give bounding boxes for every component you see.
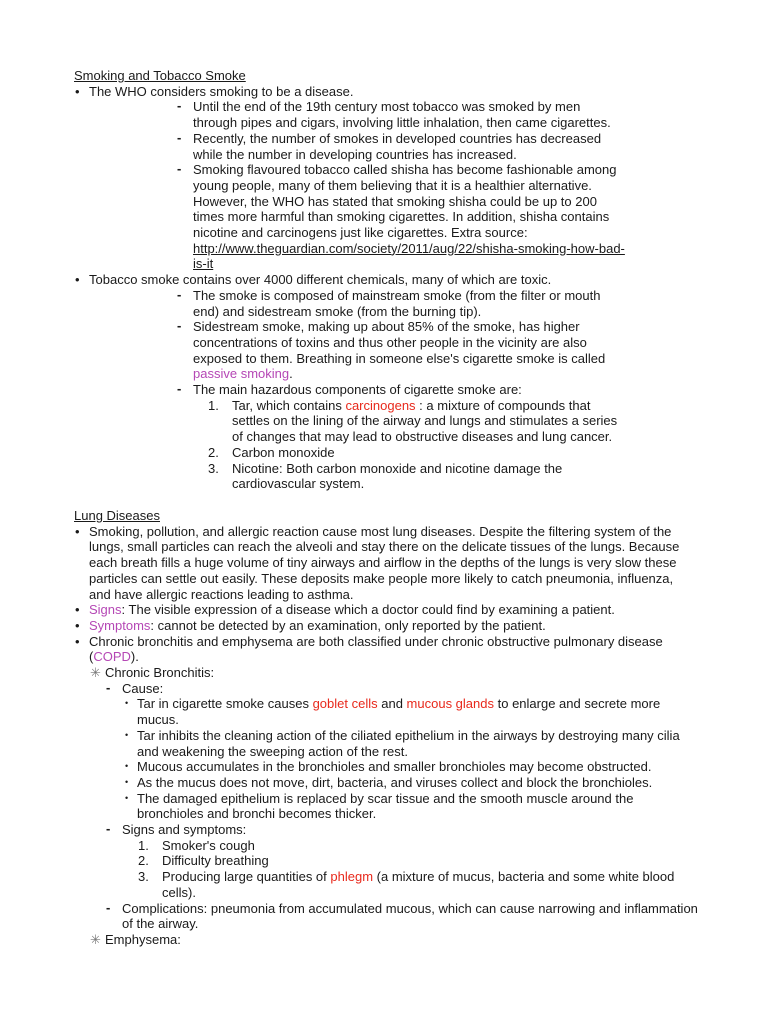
chronic-bronchitis-heading: ✳ Chronic Bronchitis:: [90, 665, 215, 681]
dash-hazardous-components: - The main hazardous components of cigarette smoke are: 1. Tar, which contains carcinogens : a mixture of compounds that settles on the lining of the airway and lungs and stimulates a series of changes that may lead to obstructive diseases and lung cancer. 2. Carbon monoxide 3. Nicotine: Both carbon monoxide and nicotine damage the cardiovascular system.: [89, 382, 698, 492]
dash-smoke-composition: - The smoke is composed of mainstream smoke (from the filter or mouth end) and sidestream smoke (from the burning tip).: [89, 288, 698, 319]
dash-trends: - Recently, the number of smokes in developed countries has decreased while the number in developing countries has increased.: [89, 131, 698, 162]
guardian-link[interactable]: http://www.theguardian.com/society/2011/aug/22/shisha-smoking-how-bad-is-it: [193, 240, 625, 272]
term-copd: COPD: [93, 649, 131, 665]
hazard-nicotine: 3. Nicotine: Both carbon monoxide and nicotine damage the cardiovascular system.: [208, 460, 563, 492]
bullet-who-disease: • The WHO considers smoking to be a disease. - Until the end of the 19th century most tobacco was smoked by men through pipes and cigars, involving little inhalation, then came cigarettes. - Recently, the number of smokes in developed countries has decreased while the number in developing countries has increased. - Smoking flavoured tobacco called shisha has become fashionable among young people, many of them believing that it is a healthier alternative. However, the WHO has stated that smoking shisha could be up to 200 times more harmful than smoking cigarettes. In addition, shisha contains nicotine and carcinogens just like cigarettes. Extra source: http://www.theguardian.com/society/2011/aug/22/shisha-smoking-how-bad-is-it: [0, 84, 768, 272]
term-symptoms: Symptoms: [89, 617, 151, 633]
cause-tar-mucus: • Tar in cigarette smoke causes goblet cells and mucous glands to enlarge and secrete more mucus.: [0, 696, 768, 727]
term-passive-smoking: passive smoking: [193, 366, 290, 382]
cause-bullet-list: [0, 696, 768, 822]
section-heading-lung-diseases: Lung Diseases: [74, 507, 160, 523]
cause-blockage: • As the mucus does not move, dirt, bacteria, and viruses collect and block the bronchioles.: [0, 775, 768, 791]
lung-bullet-list: [0, 524, 768, 665]
hazard-tar: 1. Tar, which contains carcinogens : a mixture of compounds that settles on the lining of the airway and lungs and stimulates a series of changes that may lead to obstructive diseases and lung cancer.: [208, 397, 618, 445]
dash-cause: - Cause: • Tar in cigarette smoke causes goblet cells and mucous glands to enlarge and secrete more mucus. • Tar inhibits the cleaning action of the ciliated epithelium in the airways by destroying many cilia and weakening the sweeping action of the rest. • Mucous accumulates in the bronchioles and smaller bronchioles may become obstructed. • As the mucus does not move, dirt, bacteria, and viruses collect and block the bronchioles. • The damaged epithelium is replaced by scar tissue and the smooth muscle around the bronchioles and bronchi becomes thicker.: [0, 681, 768, 822]
document-page: [0, 68, 768, 948]
term-phlegm: phlegm: [330, 869, 374, 885]
sign-cough: 1. Smoker's cough: [138, 837, 255, 853]
dash-history: - Until the end of the 19th century most tobacco was smoked by men through pipes and cigars, involving little inhalation, then came cigarettes.: [89, 99, 698, 130]
dash-signs-symptoms: - Signs and symptoms: 1. Smoker's cough 2. Difficulty breathing 3. Producing large quantities of phlegm (a mixture of mucus, bacteria and some white blood cells).: [0, 822, 768, 901]
sign-breathing: 2. Difficulty breathing: [138, 853, 269, 869]
bullet-chemicals: • Tobacco smoke contains over 4000 different chemicals, many of which are toxic. - The smoke is composed of mainstream smoke (from the filter or mouth end) and sidestream smoke (from the burning tip). - Sidestream smoke, making up about 85% of the smoke, has higher concentrations of toxins and thus other people in the vicinity are also exposed to them. Breathing in someone else's cigarette smoke is called passive smoking. - The main hazardous components of cigarette smoke are: 1. Tar, which contains carcinogens : a mixture of compounds that settles on the lining of the airway and lungs and stimulates a series of changes that may lead to obstructive diseases and lung cancer. 2. Carbon monoxide 3. Nicotine: Both carbon monoxide and nicotine damage the cardiovascular system.: [0, 272, 768, 492]
bullet-symptoms: • Symptoms: cannot be detected by an examination, only reported by the patient.: [0, 618, 768, 634]
bullet-causes: • Smoking, pollution, and allergic reaction cause most lung diseases. Despite the filtering system of the lungs, small particles can reach the alveoli and stay there on the delicate tissues of the lungs. Because each breath fills a huge volume of tiny airways and airflow in the depths of the lungs is very slow these particles can settle out easily. These deposits make people more likely to catch pneumonia, influenza, and have allergic reactions leading to asthma.: [0, 524, 768, 603]
term-mucous-glands: mucous glands: [406, 696, 494, 712]
hazard-numbered-list: [89, 398, 698, 492]
bullet-signs: • Signs: The visible expression of a disease which a doctor could find by examining a patient.: [0, 602, 768, 618]
term-carcinogens: carcinogens: [345, 397, 416, 413]
section-heading-smoking: Smoking and Tobacco Smoke: [74, 68, 246, 83]
asterisk-icon: ✳: [90, 665, 101, 681]
bullet-copd: • Chronic bronchitis and emphysema are both classified under chronic obstructive pulmonary disease (COPD).: [0, 634, 768, 665]
dash-sidestream: - Sidestream smoke, making up about 85% of the smoke, has higher concentrations of toxins and thus other people in the vicinity are also exposed to them. Breathing in someone else's cigarette smoke is called passive smoking.: [89, 319, 698, 382]
dash-shisha: - Smoking flavoured tobacco called shisha has become fashionable among young people, many of them believing that it is a healthier alternative. However, the WHO has stated that smoking shisha could be up to 200 times more harmful than smoking cigarettes. In addition, shisha contains nicotine and carcinogens just like cigarettes. Extra source: http://www.theguardian.com/society/2011/aug/22/shisha-smoking-how-bad-is-it: [89, 162, 698, 272]
cause-mucous-accumulates: • Mucous accumulates in the bronchioles and smaller bronchioles may become obstructed.: [0, 759, 768, 775]
signs-numbered-list: [0, 838, 768, 901]
hazard-carbon-monoxide: 2. Carbon monoxide: [208, 444, 335, 460]
bronchitis-dash-list: [0, 681, 768, 932]
smoking-bullet-list: [0, 84, 768, 492]
who-dash-list: [89, 99, 698, 272]
chemicals-dash-list: [89, 288, 698, 492]
term-signs: Signs: [89, 602, 122, 618]
sign-phlegm: 3. Producing large quantities of phlegm (a mixture of mucus, bacteria and some white blood cells).: [138, 869, 675, 900]
cause-cilia: • Tar inhibits the cleaning action of the ciliated epithelium in the airways by destroying many cilia and weakening the sweeping action of the rest.: [0, 728, 768, 759]
emphysema-heading: ✳ Emphysema:: [90, 931, 181, 947]
term-goblet-cells: goblet cells: [312, 696, 378, 712]
cause-scar-tissue: • The damaged epithelium is replaced by scar tissue and the smooth muscle around the bronchioles and bronchi becomes thicker.: [0, 791, 768, 822]
dash-complications: - Complications: pneumonia from accumulated mucous, which can cause narrowing and inflammation of the airway.: [0, 901, 768, 932]
asterisk-icon: ✳: [90, 931, 101, 947]
